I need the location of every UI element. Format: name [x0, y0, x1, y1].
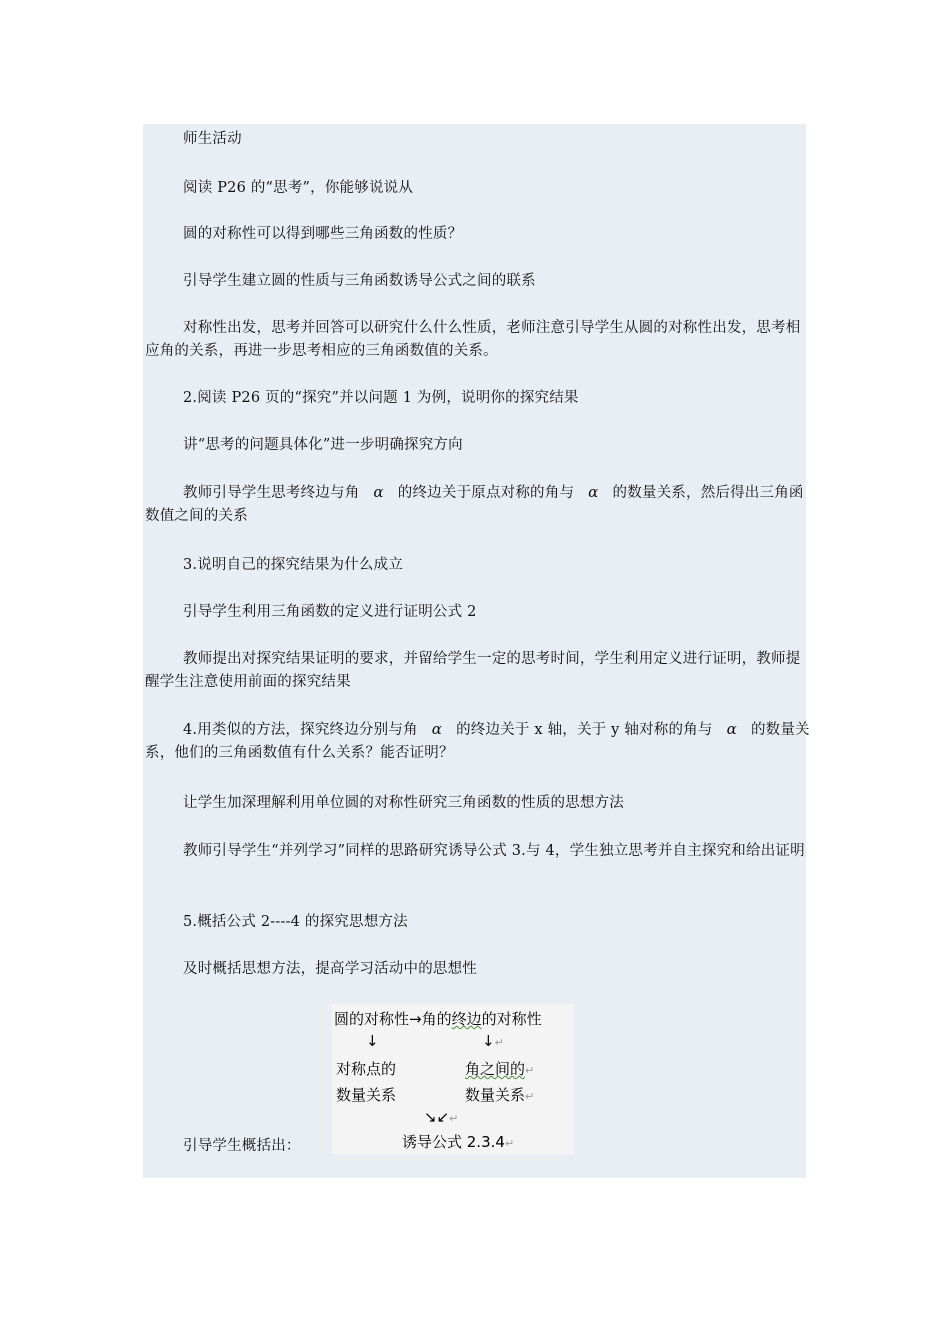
paragraph-concretize: 讲“思考的问题具体化”进一步明确探究方向: [183, 437, 463, 453]
diagram-right-line-2: 数量关系↵: [465, 1086, 535, 1104]
paragraph-summarize-method: 及时概括思想方法，提高学习活动中的思想性: [183, 961, 477, 977]
converge-arrows-icon: ↘↙↵: [424, 1108, 459, 1126]
alpha-symbol: α: [726, 720, 737, 738]
paragraph-symmetry-start: 对称性出发，思考并回答可以研究什么什么性质，老师注意引导学生从圆的对称性出发，思考相应角的关系，再进一步思考相应的三角函数值的关系。: [145, 320, 801, 359]
diagram-bottom-formula: 诱导公式 2.3.4↵: [402, 1133, 515, 1151]
diagram-left-line-2: 数量关系: [336, 1086, 397, 1104]
paragraph-prove-formula-2: 引导学生利用三角函数的定义进行证明公式 2: [183, 604, 477, 620]
diagram-left-line-1: 对称点的: [336, 1060, 397, 1078]
diagram-right-line-1: 角之间的↵: [465, 1060, 535, 1078]
paragraph-deepen-understanding: 让学生加深理解利用单位圆的对称性研究三角函数的性质的思想方法: [183, 795, 624, 811]
down-arrow-icon: ↓↵: [482, 1032, 504, 1050]
paragraph-step-5: 5.概括公式 2----4 的探究思想方法: [183, 914, 408, 930]
paragraph-teacher-guides-origin-symmetry: 教师引导学生思考终边与角 α 的终边关于原点对称的角与 α 的数量关系，然后得出三角函数值之间的关系: [145, 483, 804, 524]
paragraph-guide-summary: 引导学生概括出：: [183, 1138, 301, 1154]
alpha-symbol: α: [373, 483, 384, 501]
induction-formula-diagram: [332, 1004, 574, 1154]
paragraph-proof-requirements: 教师提出对探究结果证明的要求，并留给学生一定的思考时间，学生利用定义进行证明，教师提醒学生注意使用前面的探究结果: [145, 651, 801, 690]
diagram-top-row: 圆的对称性→角的终边的对称性: [334, 1010, 542, 1028]
paragraph-step-3: 3.说明自己的探究结果为什么成立: [183, 557, 404, 573]
paragraph-guide-connection: 引导学生建立圆的性质与三角函数诱导公式之间的联系: [183, 273, 536, 289]
paragraph-circle-symmetry-question: 圆的对称性可以得到哪些三角函数的性质？: [183, 226, 463, 242]
down-arrow-icon: ↓: [366, 1032, 379, 1050]
paragraph-step-2: 2.阅读 P26 页的“探究”并以问题 1 为例，说明你的探究结果: [183, 390, 579, 406]
paragraph-parallel-learning: 教师引导学生“并列学习”同样的思路研究诱导公式 3.与 4，学生独立思考并自主探究和给出证明: [183, 843, 805, 859]
alpha-symbol: α: [588, 483, 599, 501]
paragraph-teacher-student-activity: 师生活动: [183, 131, 242, 147]
paragraph-step-4: 4.用类似的方法，探究终边分别与角 α 的终边关于 x 轴，关于 y 轴对称的角与 α 的数量关系，他们的三角函数值有什么关系？能否证明？: [145, 720, 810, 761]
alpha-symbol: α: [431, 720, 443, 738]
paragraph-read-p26: 阅读 P26 的“思考”，你能够说说从: [183, 180, 414, 196]
